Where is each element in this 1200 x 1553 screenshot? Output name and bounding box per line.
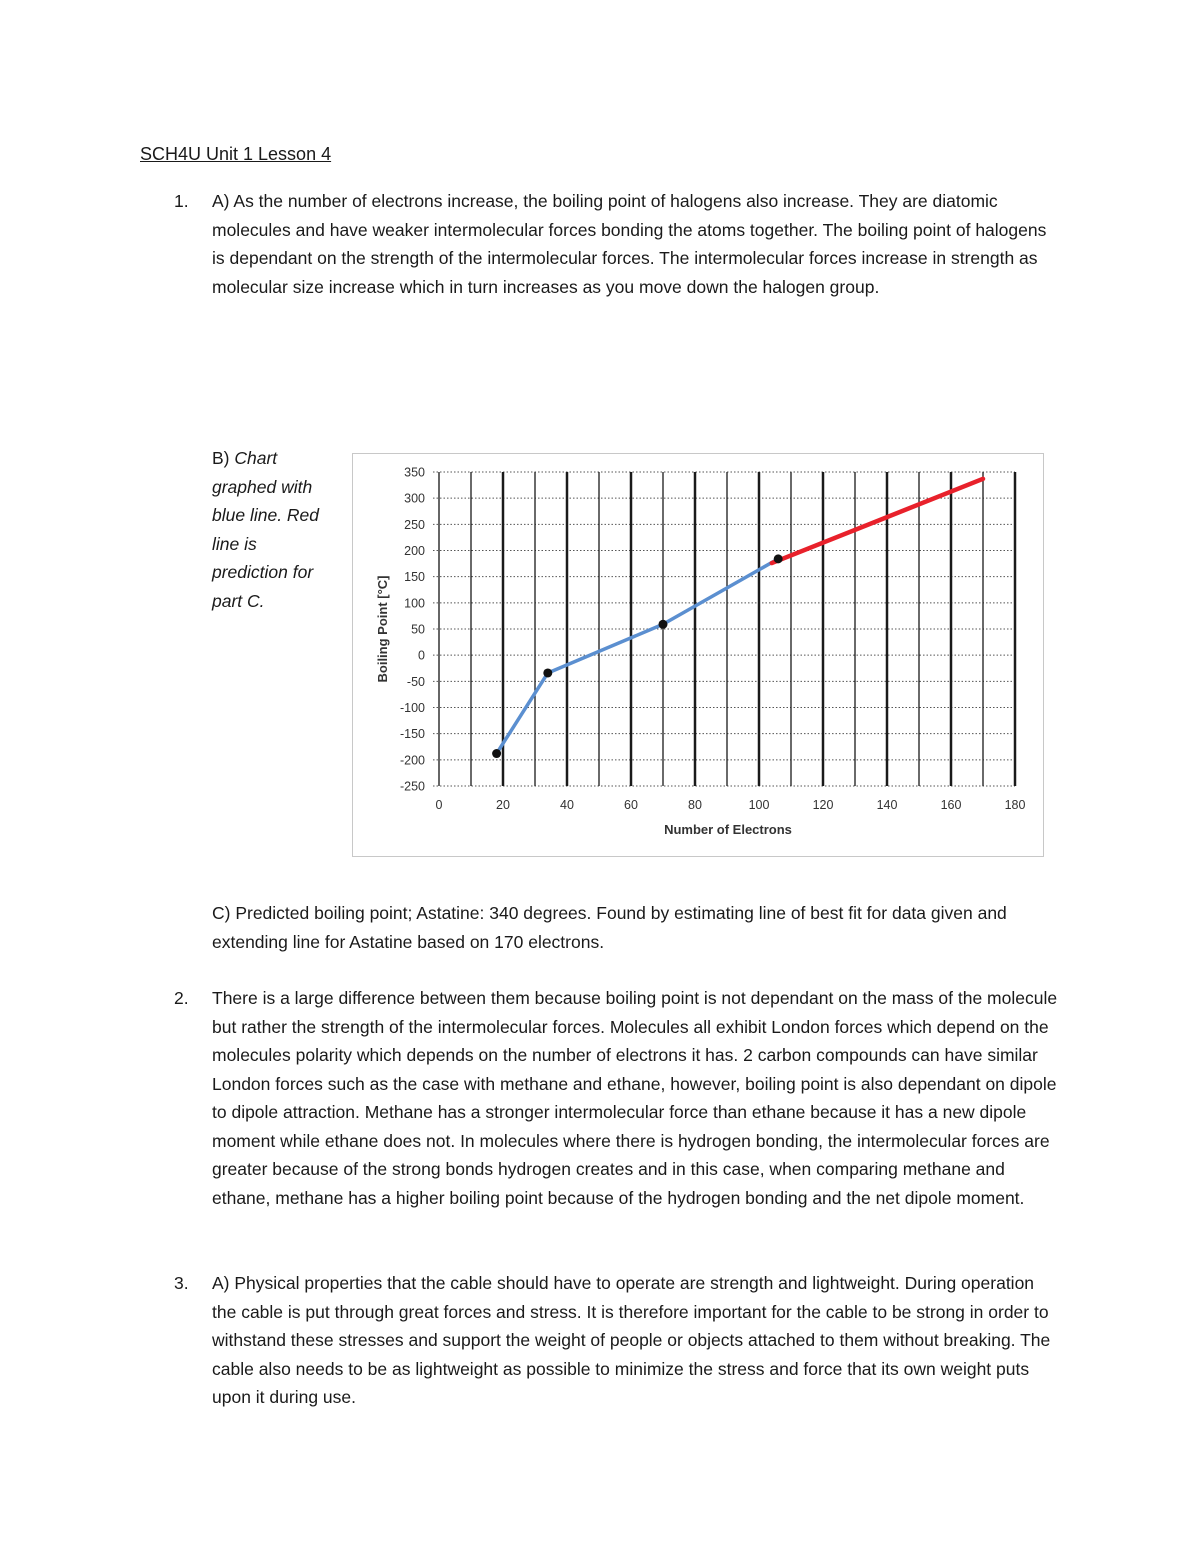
series-line-0 (497, 559, 779, 754)
y-tick-label-0: 350 (404, 465, 425, 480)
y-tick-label-12: -250 (399, 779, 425, 794)
y-tick-labels (400, 466, 425, 794)
y-tick-label-10: -150 (399, 727, 425, 742)
x-axis-title: Number of Electrons (664, 822, 792, 837)
y-tick-label-7: 0 (418, 648, 425, 663)
data-point-2 (659, 620, 668, 629)
y-axis-title: Boiling Point [°C] (375, 575, 390, 683)
y-tick-label-4: 150 (404, 570, 425, 585)
boiling-point-chart (352, 453, 1044, 857)
y-tick-label-2: 250 (404, 517, 425, 532)
question-1-part-a: A) As the number of electrons increase, the boiling point of halogens also increase. They are diatomic molecules and have weaker intermolecular forces bonding the atoms together. The boiling point of halogens is dependant on the strength of the intermolecular forces. The intermolecular forces increase in strength as molecular size increase which in turn increases as you move down the halogen group. (212, 191, 1047, 297)
data-point-0 (492, 749, 501, 758)
x-tick-label-5: 100 (748, 798, 770, 812)
x-tick-label-6: 120 (812, 798, 834, 812)
part-b-caption: Chart graphed with blue line. Red line is prediction for part C. (212, 448, 320, 611)
data-point-3 (774, 554, 783, 563)
x-tick-label-7: 140 (876, 798, 898, 812)
x-tick-label-1: 20 (496, 798, 510, 812)
question-1-part-c: C) Predicted boiling point; Astatine: 340 degrees. Found by estimating line of best fit for data given and extending line for Astatine based on 170 electrons. (212, 903, 1007, 952)
y-tick-label-1: 300 (404, 491, 425, 506)
question-3-number: 3. (174, 1273, 189, 1293)
data-point-1 (543, 668, 552, 677)
y-tick-label-11: -200 (399, 753, 425, 768)
y-tick-label-9: -100 (399, 701, 425, 715)
question-2-text: There is a large difference between them because boiling point is not dependant on the mass of the molecule but rather the strength of the intermolecular forces. Molecules all exhibit London forces which depend on the molecules polarity which depends on the number of electrons it has. 2 carbon compounds can have similar London forces such as the case with methane and ethane, however, boiling point is also dependant on dipole to dipole attraction. Methane has a stronger intermolecular force than ethane because it has a new dipole moment while ethane does not. In molecules where there is hydrogen bonding, the intermolecular forces are greater because of the strong bonds hydrogen creates and in this case, when comparing methane and ethane, methane has a higher boiling point because of the hydrogen bonding and the net dipole moment. (212, 988, 1058, 1208)
x-tick-label-4: 80 (688, 798, 702, 812)
x-tick-label-8: 160 (940, 798, 962, 812)
horizontal-gridlines (433, 472, 1015, 786)
data-point-markers (492, 554, 783, 758)
question-3-part-a: A) Physical properties that the cable should have to operate are strength and lightweight. During operation the cable is put through great forces and stress. It is therefore important for the cable to be strong in order to withstand these stresses and support the weight of people or objects attached to them without breaking. The cable also needs to be as lightweight as possible to minimize the stress and force that its own weight puts upon it during use. (212, 1273, 1051, 1407)
series-lines (497, 479, 983, 754)
x-tick-label-0: 0 (435, 798, 443, 812)
x-tick-labels (436, 798, 1026, 812)
x-tick-label-3: 60 (624, 798, 638, 812)
y-tick-label-5: 100 (404, 596, 425, 611)
chart-svg (353, 454, 1045, 858)
y-tick-label-3: 200 (404, 544, 425, 558)
x-tick-label-9: 180 (1004, 798, 1026, 812)
y-tick-label-8: -50 (406, 674, 425, 689)
x-tick-label-2: 40 (560, 798, 574, 812)
document-title: SCH4U Unit 1 Lesson 4 (140, 144, 332, 164)
y-tick-label-6: 50 (411, 622, 425, 637)
question-1-part-b (212, 444, 334, 615)
part-b-lead: B) (212, 448, 230, 468)
question-1-number: 1. (174, 191, 189, 211)
question-2-number: 2. (174, 988, 189, 1008)
